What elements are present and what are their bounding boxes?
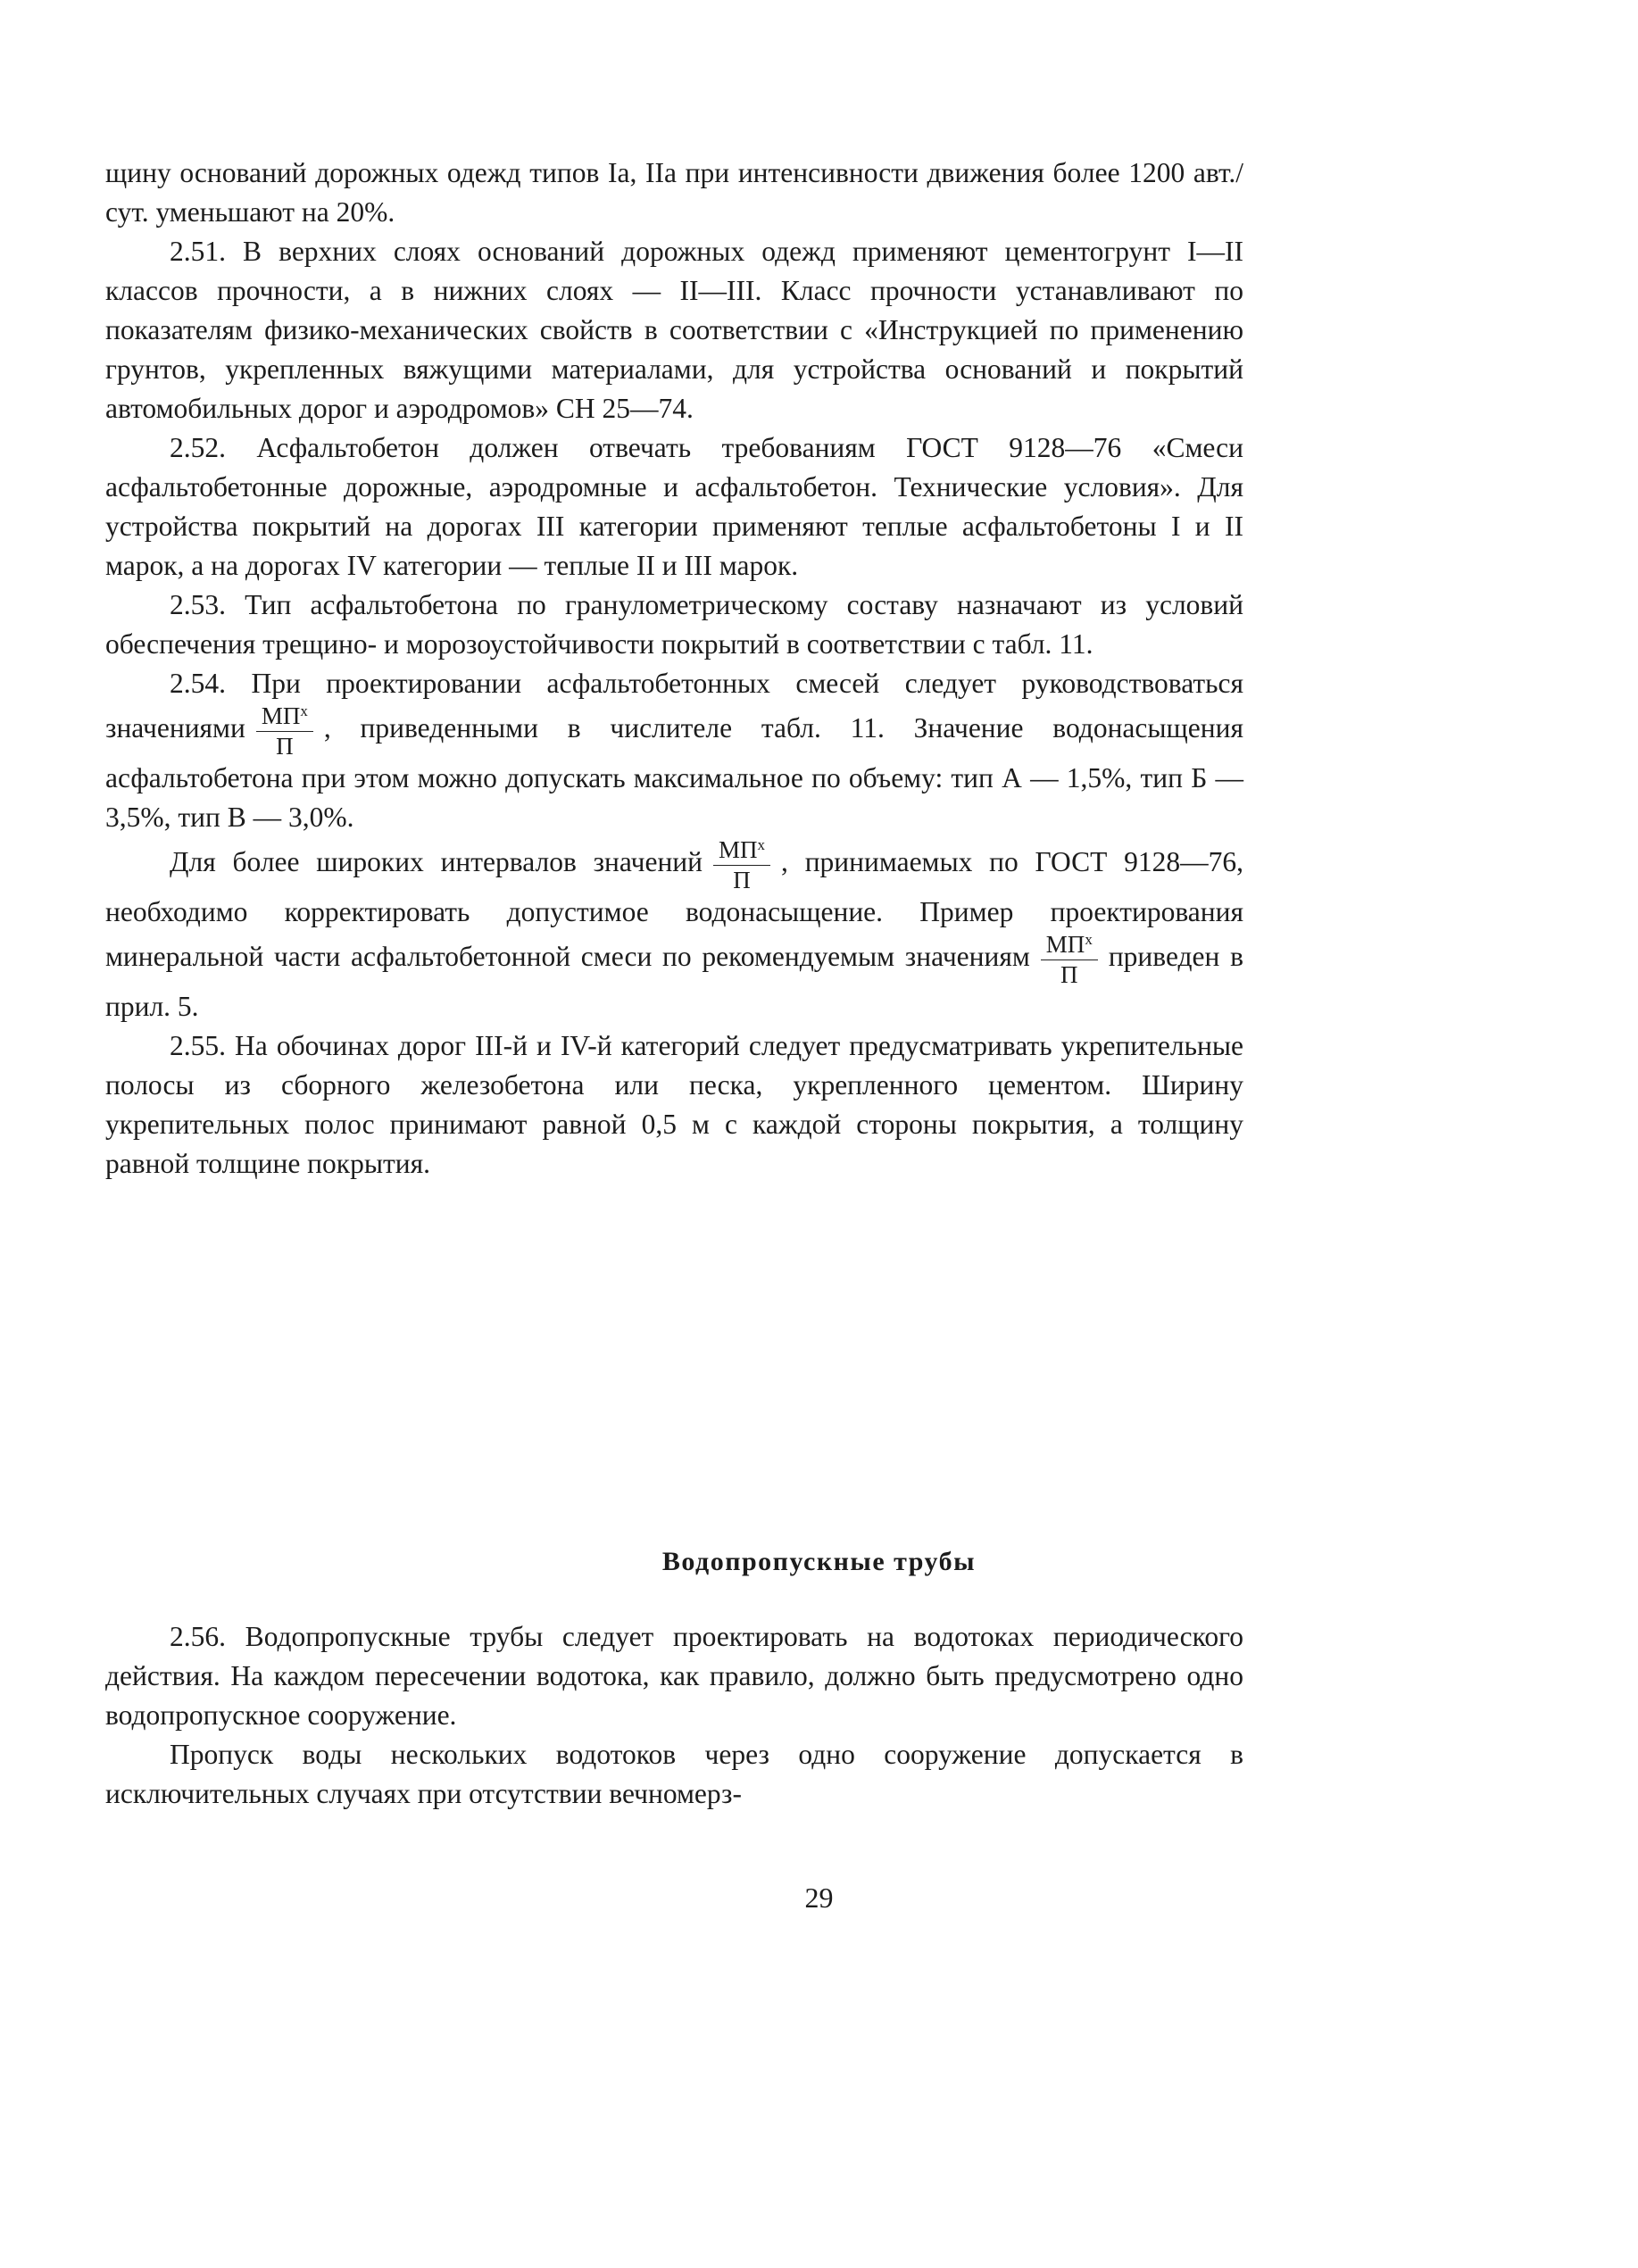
paragraph-2-54b-text-c: приведен в прил. 5. bbox=[105, 941, 1243, 1022]
paragraph-continuation: щину оснований дорожных одежд типов Iа, IIа при интенсивности движения более 1200 авт./сут. уменьшают на 20%. bbox=[105, 157, 1243, 228]
fraction-denominator: П bbox=[733, 867, 751, 893]
paragraph-2-54b-text-b: , принимаемых по ГОСТ 9128—76, необходимо корректировать допустимое водонасыщение. Пример проектирования минеральной части асфальтобетонной смеси по рекомендуемым значениям bbox=[105, 846, 1243, 973]
fraction-denominator: П bbox=[276, 733, 294, 760]
fraction-numerator: $МП^х$ bbox=[256, 703, 313, 732]
body-text-upper bbox=[105, 154, 1243, 1184]
fraction-numerator: $МП^х$ bbox=[713, 837, 770, 866]
section-heading: Водопропускные трубы bbox=[661, 1547, 977, 1576]
fraction-mp-over-p bbox=[713, 837, 770, 893]
paragraph-2-52: 2.52. Асфальтобетон должен отвечать требованиям ГОСТ 9128—76 «Смеси асфальтобетонные дорожные, аэродромные и асфальтобетон. Технические условия». Для устройства покрытий на дорогах III категории применяют теплые асфальтобетоны I и II марок, а на дорогах IV категории — теплые II и III марок. bbox=[105, 432, 1243, 581]
paragraph-2-54 bbox=[105, 664, 1243, 837]
fraction-mp-over-p bbox=[256, 703, 313, 759]
paragraph-2-54-text-b: , приведенными в числителе табл. 11. Значение водонасыщения асфальтобетона при этом можно допускать максимальное по объему: тип А — 1,5%, тип Б — 3,5%, тип В — 3,0%. bbox=[105, 712, 1243, 833]
paragraph-2-51: 2.51. В верхних слоях оснований дорожных одежд применяют цементогрунт I—II классов прочности, а в нижних слоях — II—III. Класс прочности устанавливают по показателям физико-механических свойств в соответствии с «Инструкцией по применению грунтов, укрепленных вяжущими материалами, для устройства оснований и покрытий автомобильных дорог и аэродромов» СН 25—74. bbox=[105, 236, 1243, 424]
paragraph-2-56-continued: Пропуск воды нескольких водотоков через одно сооружение допускается в исключительных случаях при отсутствии вечномерз- bbox=[105, 1739, 1243, 1809]
paragraph-2-53: 2.53. Тип асфальтобетона по гранулометрическому составу назначают из условий обеспечения трещино- и морозоустойчивости покрытий в соответствии с табл. 11. bbox=[105, 589, 1243, 660]
paragraph-2-55: 2.55. На обочинах дорог III-й и IV-й категорий следует предусматривать укрепительные полосы из сборного железобетона или песка, укрепленного цементом. Ширину укрепительных полос принимают равной 0,5 м с каждой стороны покрытия, а толщину равной толщине покрытия. bbox=[105, 1030, 1243, 1179]
paragraph-2-54-continued bbox=[105, 837, 1243, 1026]
body-text-lower bbox=[105, 1617, 1243, 1814]
paragraph-2-54-text-a: 2.54. При проектировании асфальтобетонных смесей следует руководствоваться значениями bbox=[105, 668, 1243, 744]
fraction-denominator: П bbox=[1060, 961, 1078, 988]
page-number: 29 bbox=[804, 1882, 834, 1914]
fraction-numerator: $МП^х$ bbox=[1041, 932, 1098, 960]
paragraph-2-56: 2.56. Водопропускные трубы следует проектировать на водотоках периодического действия. На каждом пересечении водотока, как правило, должно быть предусмотрено одно водопропускное сооружение. bbox=[105, 1621, 1243, 1731]
paragraph-2-54b-text-a: Для более широких интервалов значений bbox=[170, 846, 703, 878]
fraction-mp-over-p bbox=[1041, 932, 1098, 987]
